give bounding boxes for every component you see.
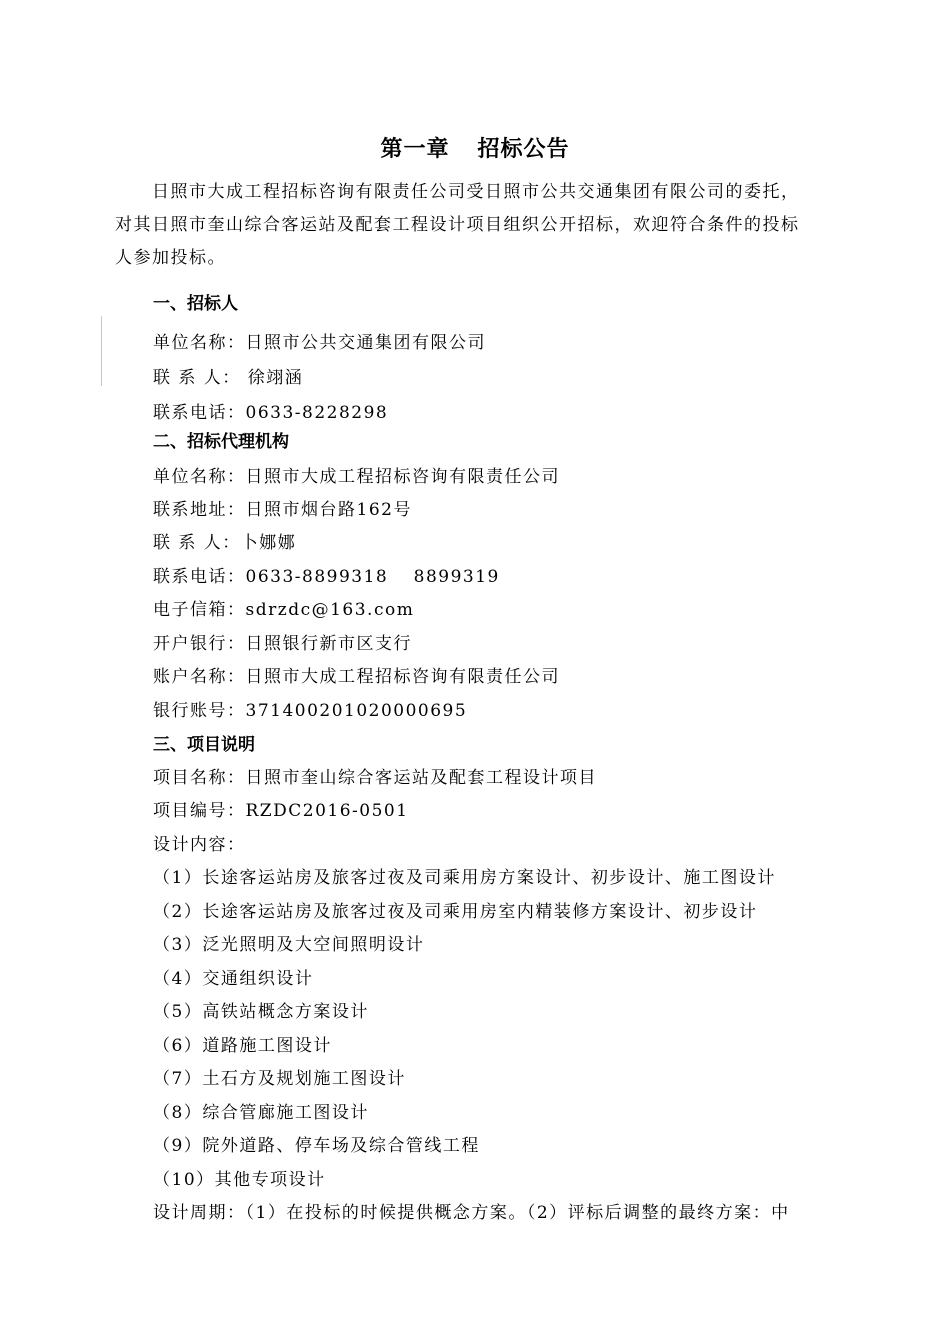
design-item: （4）交通组织设计 <box>153 969 314 989</box>
design-item: （2）长途客运站房及旅客过夜及司乘用房室内精装修方案设计、初步设计 <box>153 902 758 922</box>
intro-line: 人参加投标。 <box>115 248 226 268</box>
design-item: （9）院外道路、停车场及综合管线工程 <box>153 1136 480 1156</box>
agency-email: 电子信箱：sdrzdc@163.com <box>153 600 415 620</box>
agency-unit-name: 单位名称：日照市大成工程招标咨询有限责任公司 <box>153 467 560 487</box>
design-item: （6）道路施工图设计 <box>153 1036 332 1056</box>
section-heading-project: 三、项目说明 <box>153 735 255 755</box>
intro-line: 日照市大成工程招标咨询有限责任公司受日照市公共交通集团有限公司的委托， <box>115 182 800 202</box>
design-period: 设计周期：（1）在投标的时候提供概念方案。（2）评标后调整的最终方案：中 <box>153 1203 790 1223</box>
project-name: 项目名称：日照市奎山综合客运站及配套工程设计项目 <box>153 768 597 788</box>
section-heading-tenderer: 一、招标人 <box>153 294 238 314</box>
agency-account-number: 银行账号：371400201020000695 <box>153 701 468 721</box>
section-heading-agency: 二、招标代理机构 <box>153 432 289 452</box>
agency-bank: 开户银行：日照银行新市区支行 <box>153 634 412 654</box>
tenderer-contact: 联 系 人： 徐翊涵 <box>153 368 304 388</box>
design-content-label: 设计内容： <box>153 835 246 855</box>
project-number: 项目编号：RZDC2016-0501 <box>153 801 409 821</box>
design-item: （5）高铁站概念方案设计 <box>153 1002 369 1022</box>
intro-paragraph <box>115 176 845 275</box>
tenderer-phone: 联系电话：0633-8228298 <box>153 403 389 423</box>
agency-address: 联系地址：日照市烟台路162号 <box>153 500 412 520</box>
design-item: （10）其他专项设计 <box>153 1170 326 1190</box>
agency-account-name: 账户名称：日照市大成工程招标咨询有限责任公司 <box>153 667 560 687</box>
agency-phone: 联系电话：0633-8899318 8899319 <box>153 567 500 587</box>
intro-line: 对其日照市奎山综合客运站及配套工程设计项目组织公开招标，欢迎符合条件的投标 <box>115 215 800 235</box>
page-title <box>0 132 950 163</box>
margin-mark <box>101 316 102 386</box>
chapter-title: 招标公告 <box>477 137 570 162</box>
agency-contact: 联 系 人：卜娜娜 <box>153 533 297 553</box>
design-item: （1）长途客运站房及旅客过夜及司乘用房方案设计、初步设计、施工图设计 <box>153 868 776 888</box>
design-item: （8）综合管廊施工图设计 <box>153 1103 369 1123</box>
tenderer-unit-name: 单位名称：日照市公共交通集团有限公司 <box>153 333 486 353</box>
design-item: （3）泛光照明及大空间照明设计 <box>153 935 425 955</box>
design-item: （7）土石方及规划施工图设计 <box>153 1069 406 1089</box>
chapter-number: 第一章 <box>380 137 450 162</box>
